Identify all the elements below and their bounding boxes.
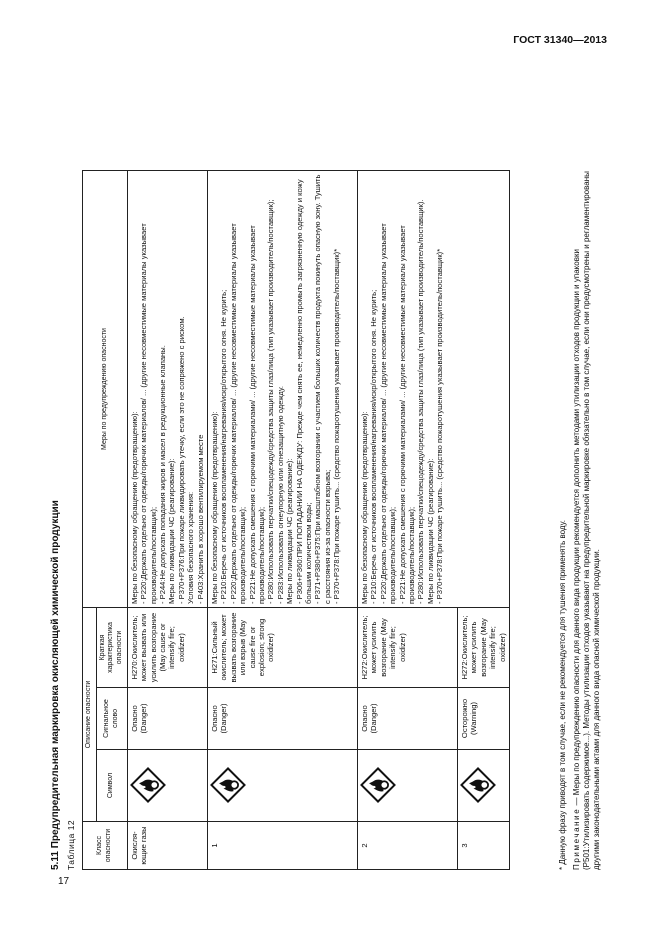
hazard-class-cell: 3 [457,822,509,870]
precaution-line: - Р220:Держать отдельно от одежды/горючих материалов/ ... (другие несовместимые материалы указывает производитель/поставщик); [228,223,248,604]
table-row [357,171,457,870]
signal-word-cell: Опасно (Danger) [127,688,207,750]
short-description-cell: H270:Окислитель; может вызвать или усилить возгорание (May cause or intensify fire; oxidizer) [127,607,207,687]
col-hazard-description: Описание опасности [83,607,97,821]
flame-over-circle-icon [130,768,166,804]
signal-word-cell: Опасно (Danger) [357,688,457,750]
precaution-line: - Р210:Беречь от источников воспламенения/нагревания/искр/открытого огня. Не курить; [369,289,379,604]
precaution-line: - Р370+Р376:При пожаре ликвидировать утечку, если это не сопряжено с риском. [176,316,186,604]
note [572,170,603,870]
precaution-line: Меры по безопасному обращению (предотвращению): [209,411,219,604]
short-description-cell: H271:Сильный окислитель; может вызвать возгорание или взрыв (May cause fire or explosion; strong oxidizer) [207,607,357,687]
precaution-line: - Р403:Хранить в хорошо вентилируемом месте [195,434,205,604]
col-precautions: Меры по предупреждению опасности [83,171,128,608]
precaution-line: Меры по ликвидации ЧС (реагирование): [425,458,435,604]
note-label: Примечание [572,807,581,870]
col-signal-word: Сигнальное слово [96,688,127,750]
hazard-class-cell: 1 [207,822,357,870]
precaution-line: Меры по безопасному обращению (предотвращению): [129,411,139,604]
precautions-cell [207,171,357,608]
precaution-line: - Р280:Использовать перчатки/спецодежду/средства защиты глаз/лица (тип указывает производитель/поставщик); [266,199,276,604]
precaution-line: Меры по ликвидации ЧС (реагирование): [167,458,177,604]
precaution-line: Меры по ликвидации ЧС (реагирование): [285,458,295,604]
precaution-line: - Р306+Р360:ПРИ ПОПАДАНИИ НА ОДЕЖДУ: Прежде чем снять ее, немедленно промыть загрязненную одежду и кожу большим количеством воды; [294,179,313,604]
footnote: * Данную фразу приводят в том случае, если не рекомендуется для тушения применять воду. [558,520,567,870]
document-code: ГОСТ 31340—2013 [513,34,607,46]
short-description-cell: H272:Окислитель; может усилить возгорание (May intensify fire; oxidizer) [457,607,509,687]
table-label: Таблица 12 [66,819,76,870]
precaution-line: - Р221:Не допускать смешения с горючими материалами/ ... (другие несовместимые материалы указывает производитель/поставщик); [397,225,416,604]
hazard-class-cell: 2 [357,822,457,870]
flame-over-circle-icon [210,768,246,804]
note-text: — Меры по предупреждению опасности для данного вида продукции рекомендуется дополнить методами утилизации отходов продукции и упаковки (Р501:Утилизировать содержимое...). Методы утилизации отходов указывают на предупредительной маркировке обязательно в том случае, если они предусмотрены и регламентированы другими законодательными актами для данного вида опасной химической продукции. [572,171,602,870]
col-short-description: Краткая характеристика опасности [96,607,127,687]
precaution-line: - Р220:Держать отдельно от одежды/горючих материалов/ ... (другие несовместимые материалы указывает производитель/поставщик); [139,223,158,604]
precaution-line: Меры по безопасному обращению (предотвращению): [359,411,369,604]
precautions-cell [357,171,509,608]
precaution-line: - Р370+Р378:При пожаре тушить... (средство пожаротушения указывает производитель/поставщик)* [435,248,445,604]
symbol-cell [457,750,509,822]
precautions-cell [127,171,207,608]
precaution-line: - Р283:Использовать огнеупорную или огнезащитную одежду. [275,386,285,604]
symbol-cell [207,750,357,822]
precaution-line: - Р220:Держать отдельно от одежды/горючих материалов/ ... (другие несовместимые материалы указывает производитель/поставщик); [378,223,398,604]
signal-word-cell: Осторожно (Warning) [457,688,509,750]
col-symbol: Символ [96,750,127,822]
flame-over-circle-icon [360,768,396,804]
table-row [127,171,207,870]
signal-word-cell: Опасно (Danger) [207,688,357,750]
page-number: 17 [58,876,70,887]
hazard-table [82,170,510,870]
table-row [207,171,357,870]
hazard-class-cell: Окисля-ющие газы [127,822,207,870]
precaution-line: Условия безопасного хранения: [186,491,196,604]
precaution-line: - Р244:Не допускать попадания жиров и масел в редукционные клапаны. [157,345,167,604]
precaution-line: - Р221:Не допускать смешения с горючими материалами/ ... (другие несовместимые материалы указывает производитель/поставщик); [247,225,266,604]
flame-over-circle-icon [460,768,496,804]
precaution-line: - Р370+Р378:При пожаре тушить... (средство пожаротушения указывает производитель/поставщик)* [332,248,342,604]
precaution-line: - Р280:Использовать перчатки/спецодежду/средства защиты глаз/лица (тип указывает производитель/поставщик). [416,199,426,604]
rotated-content [50,110,610,870]
section-title: 5.11 Предупредительная маркировка окисляющей химической продукции [50,500,61,870]
short-description-cell: H272:Окислитель; может усилить возгорание (May intensify fire; oxidizer) [357,607,457,687]
precaution-line: - Р210:Беречь от источников воспламенения/нагревания/искр/открытого огня. Не курить; [219,289,229,604]
symbol-cell [357,750,457,822]
symbol-cell [127,750,207,822]
col-class: Класс опасности [83,822,128,870]
precaution-line: - Р371+Р380+Р375:При масштабном возгорании с участием больших количеств продукта покинуть опасную зону. Тушить с расстояния из-за опасности взрыва; [313,174,332,604]
